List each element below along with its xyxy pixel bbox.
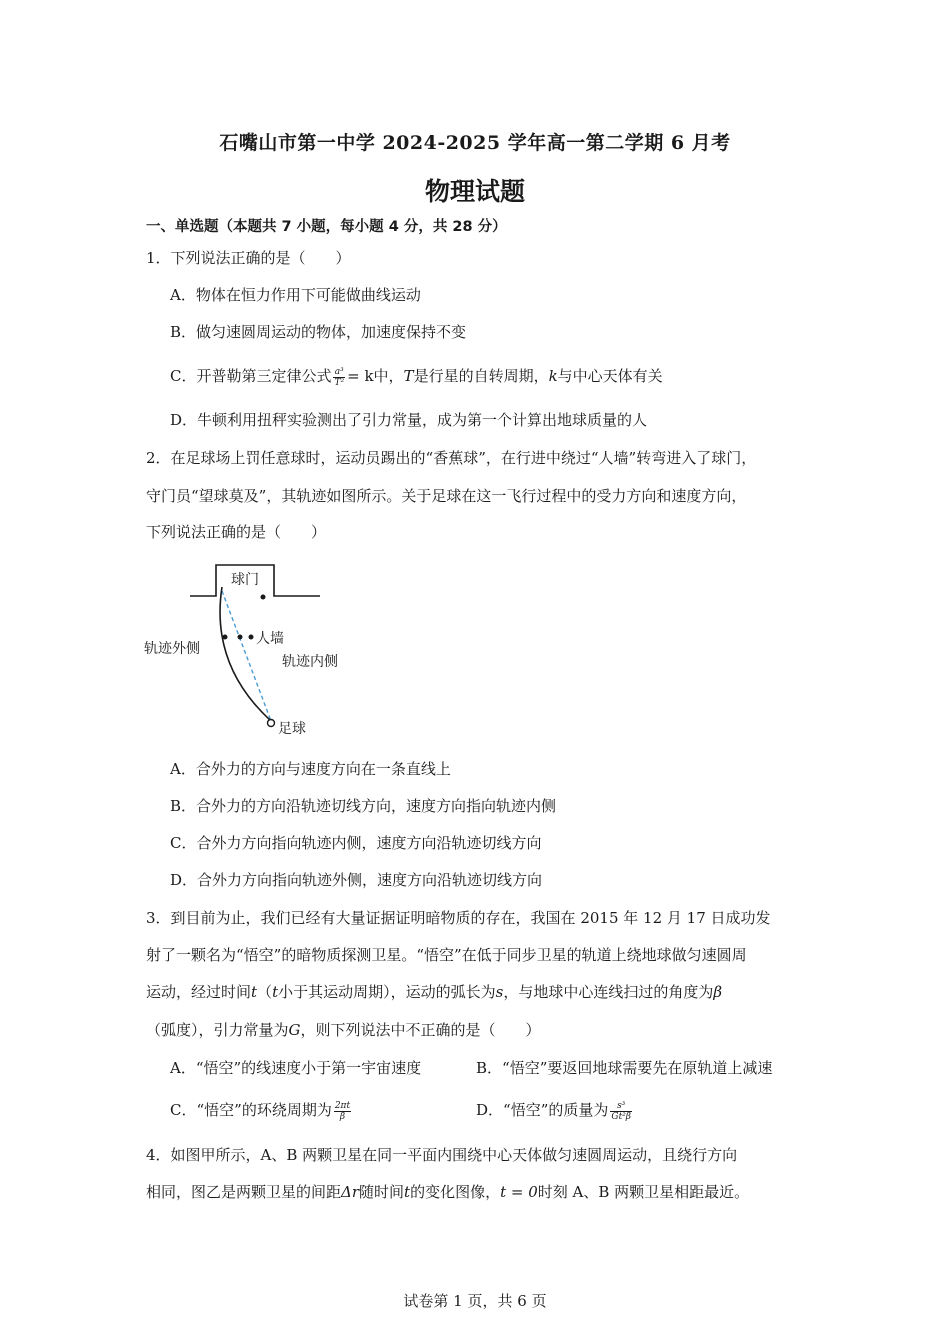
q4-l2-mid2: 的变化图像，: [410, 1183, 501, 1201]
q4-l2-dr: Δr: [341, 1183, 360, 1201]
wall-dot-3: [249, 635, 254, 640]
q4-l2-pre: 相同，图乙是两颗卫星的间距: [146, 1183, 342, 1201]
wall-dot-1: [223, 635, 228, 640]
q4-l2-mid: 随时间: [359, 1183, 405, 1201]
q1-c-prefix: C．开普勒第三定律公式: [170, 367, 332, 385]
q4-l2-t: t: [404, 1183, 411, 1201]
q3-l4-g: G: [288, 1021, 301, 1039]
q1-c-post1: 是行星的自转周期，: [413, 367, 549, 385]
q3-l3-s: s: [495, 983, 504, 1001]
q2-option-b: B．合外力的方向沿轨迹切线方向，速度方向指向轨迹内侧: [170, 797, 557, 815]
q3-c-numerator: 2πt: [334, 1100, 351, 1111]
q3-l3-post: ，与地球中心连线扫过的角度为: [503, 983, 714, 1001]
goalkeeper-dot: [261, 595, 266, 600]
q4-stem-line2: [146, 1182, 749, 1202]
q3-stem-line4: [146, 1020, 541, 1040]
q2-option-c: C．合外力方向指向轨迹内侧，速度方向沿轨迹切线方向: [170, 834, 542, 852]
q4-l2-t0: t = 0: [500, 1183, 538, 1201]
ball-icon: [268, 720, 275, 727]
label-inner-side: 轨迹内侧: [282, 654, 338, 670]
q1-c-mid: = k中，: [347, 367, 404, 385]
q3-l3-mid2: 小于其运动周期），运动的弧长为: [278, 983, 496, 1001]
wall-dot-2: [238, 635, 243, 640]
q3-l3-pre: 运动，经过时间: [146, 983, 252, 1001]
label-wall: 人墙: [256, 631, 284, 647]
q1-c-symbol-t: T: [403, 367, 414, 385]
q2-option-a: A．合外力的方向与速度方向在一条直线上: [170, 760, 451, 778]
q1-stem: 1．下列说法正确的是（ ）: [146, 249, 351, 267]
q2-stem-line3: 下列说法正确的是（ ）: [146, 523, 327, 541]
q4-stem-line1: 4．如图甲所示，A、B 两颗卫星在同一平面内围绕中心天体做匀速圆周运动，且绕行方向: [146, 1146, 738, 1164]
q3-c-denominator: β: [339, 1111, 346, 1122]
q4-l2-post: 时刻 A、B 两颗卫星相距最近。: [537, 1183, 750, 1201]
q3-option-b: B．“悟空”要返回地球需要先在原轨道上减速: [476, 1059, 773, 1077]
q3-d-numerator: s³: [610, 1101, 632, 1112]
q1-option-c: [170, 366, 663, 388]
label-ball: 足球: [278, 721, 306, 737]
q3-option-d: [476, 1100, 634, 1122]
q3-stem-line2: 射了一颗名为“悟空”的暗物质探测卫星。“悟空”在低于同步卫星的轨道上绕地球做匀速圆周: [146, 946, 747, 964]
trajectory-diagram: [140, 555, 370, 745]
q3-option-a: A．“悟空”的线速度小于第一宇宙速度: [170, 1059, 422, 1077]
q3-d-prefix: D．“悟空”的质量为: [476, 1101, 609, 1119]
straight-path-line: [222, 591, 271, 721]
q1-c-fraction: [333, 367, 345, 388]
q1-c-denominator: T²: [334, 377, 345, 388]
section-heading: 一、单选题（本题共 7 小题，每小题 4 分，共 28 分）: [146, 219, 507, 235]
q3-l3-mid: （: [257, 983, 273, 1001]
q3-d-denominator: Gt²β: [611, 1111, 631, 1122]
q3-l4-pre: （弧度），引力常量为: [146, 1021, 289, 1039]
q1-option-d: D．牛顿利用扭秤实验测出了引力常量，成为第一个计算出地球质量的人: [170, 411, 648, 429]
q3-d-fraction: [610, 1101, 632, 1122]
q2-stem-line2: 守门员“望球莫及”，其轨迹如图所示。关于足球在这一飞行过程中的受力方向和速度方向，: [146, 487, 747, 505]
q3-stem-line3: [146, 982, 722, 1002]
q1-option-b: B．做匀速圆周运动的物体，加速度保持不变: [170, 323, 467, 341]
q3-l3-beta: β: [713, 983, 722, 1001]
exam-title: 石嘴山市第一中学 2024-2025 学年高一第二学期 6 月考: [219, 132, 731, 154]
label-outer-side: 轨迹外侧: [144, 641, 200, 657]
q1-c-post2: 与中心天体有关: [557, 367, 663, 385]
q2-stem-line1: 2．在足球场上罚任意球时，运动员踢出的“香蕉球”，在行进中绕过“人墙”转弯进入了球门，: [146, 449, 757, 467]
q3-l4-post: ，则下列说法中不正确的是（ ）: [300, 1021, 541, 1039]
q2-option-d: D．合外力方向指向轨迹外侧，速度方向沿轨迹切线方向: [170, 871, 543, 889]
q3-l3-t: t: [251, 983, 258, 1001]
q1-c-symbol-k: k: [548, 367, 558, 385]
q1-option-a: A．物体在恒力作用下可能做曲线运动: [170, 286, 421, 304]
exam-subject: 物理试题: [424, 177, 525, 206]
q3-c-fraction: [334, 1101, 351, 1122]
page-footer: 试卷第 1 页，共 6 页: [403, 1292, 547, 1310]
banana-kick-figure: [140, 555, 370, 745]
q3-stem-line1: 3．到目前为止，我们已经有大量证据证明暗物质的存在，我国在 2015 年 12 月 17 日成功发: [146, 909, 771, 927]
q3-c-prefix: C．“悟空”的环绕周期为: [170, 1101, 332, 1119]
q3-l3-t2: t: [272, 983, 279, 1001]
label-goal: 球门: [231, 572, 259, 588]
q1-c-numerator: a³: [334, 366, 344, 377]
q3-option-c: [170, 1100, 353, 1122]
